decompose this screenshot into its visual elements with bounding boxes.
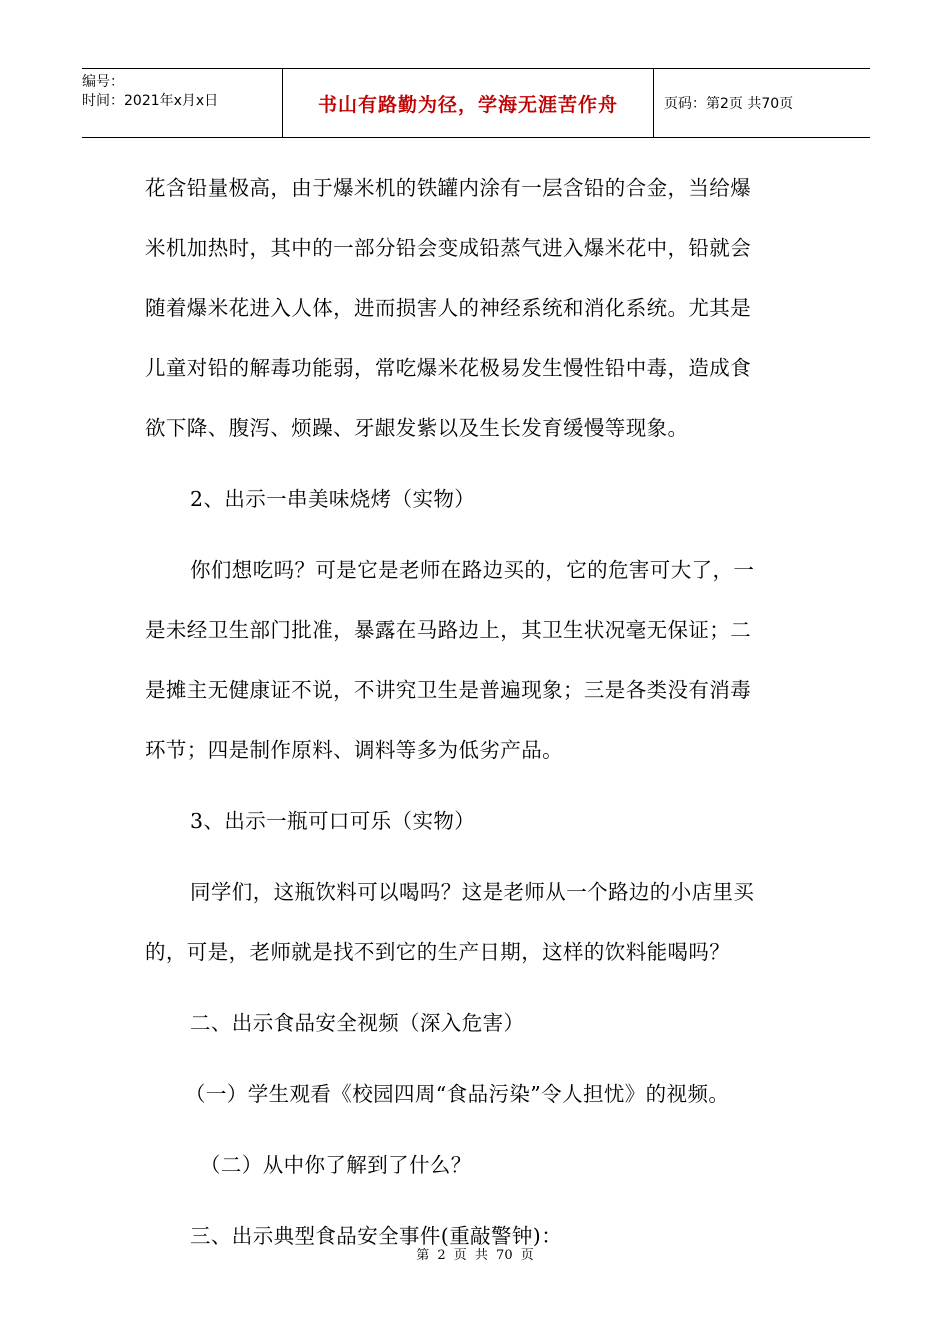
text-line: （一）学生观看《校园四周“食品污染”令人担忧》的视频。 xyxy=(185,1082,730,1106)
item-cola xyxy=(145,791,810,851)
subitem-what-learned xyxy=(145,1135,810,1195)
header-motto: 书山有路勤为径，学海无涯苦作舟 xyxy=(282,69,654,137)
header-page-number: 页码：第2页 共70页 xyxy=(664,96,794,112)
text-line: 2、出示一串美味烧烤（实物） xyxy=(190,487,476,511)
text-line: 是未经卫生部门批准，暴露在马路边上，其卫生状况毫无保证；二 xyxy=(145,618,752,642)
text-line: 儿童对铅的解毒功能弱，常吃爆米花极易发生慢性铅中毒，造成食 xyxy=(145,356,752,380)
document-number-label: 编号： xyxy=(82,74,124,90)
document-date: 时间：2021年x月x日 xyxy=(82,93,219,109)
text-line: 三、出示典型食品安全事件(重敲警钟)： xyxy=(190,1224,563,1248)
text-line: 随着爆米花进入人体，进而损害人的神经系统和消化系统。尤其是 xyxy=(145,296,752,320)
item-barbecue xyxy=(145,469,810,529)
text-line: 3、出示一瓶可口可乐（实物） xyxy=(190,809,476,833)
text-line: 环节；四是制作原料、调料等多为低劣产品。 xyxy=(145,738,563,762)
text-line: 是摊主无健康证不说，不讲究卫生是普遍现象；三是各类没有消毒 xyxy=(145,678,752,702)
text-line: 二、出示食品安全视频（深入危害） xyxy=(190,1011,525,1035)
text-line: 你们想吃吗？可是它是老师在路边买的，它的危害可大了，一 xyxy=(190,558,755,582)
paragraph-barbecue xyxy=(145,540,810,780)
text-line: 米机加热时，其中的一部分铅会变成铅蒸气进入爆米花中，铅就会 xyxy=(145,236,752,260)
section-heading-video xyxy=(145,993,810,1053)
document-body xyxy=(145,158,810,1266)
text-line: 花含铅量极高，由于爆米机的铁罐内涂有一层含铅的合金，当给爆 xyxy=(145,176,752,200)
subitem-watch-video xyxy=(145,1064,810,1124)
text-line: （二）从中你了解到了什么？ xyxy=(200,1153,472,1177)
text-line: 欲下降、腹泻、烦躁、牙龈发紫以及生长发育缓慢等现象。 xyxy=(145,416,689,440)
header-meta xyxy=(82,69,282,137)
page-header xyxy=(82,68,870,138)
text-line: 同学们，这瓶饮料可以喝吗？这是老师从一个路边的小店里买 xyxy=(190,880,755,904)
paragraph-cola xyxy=(145,862,810,982)
paragraph-popcorn xyxy=(145,158,810,458)
text-line: 的，可是，老师就是找不到它的生产日期，这样的饮料能喝吗？ xyxy=(145,940,731,964)
page-footer: 第 2 页 共 70 页 xyxy=(416,1248,534,1263)
